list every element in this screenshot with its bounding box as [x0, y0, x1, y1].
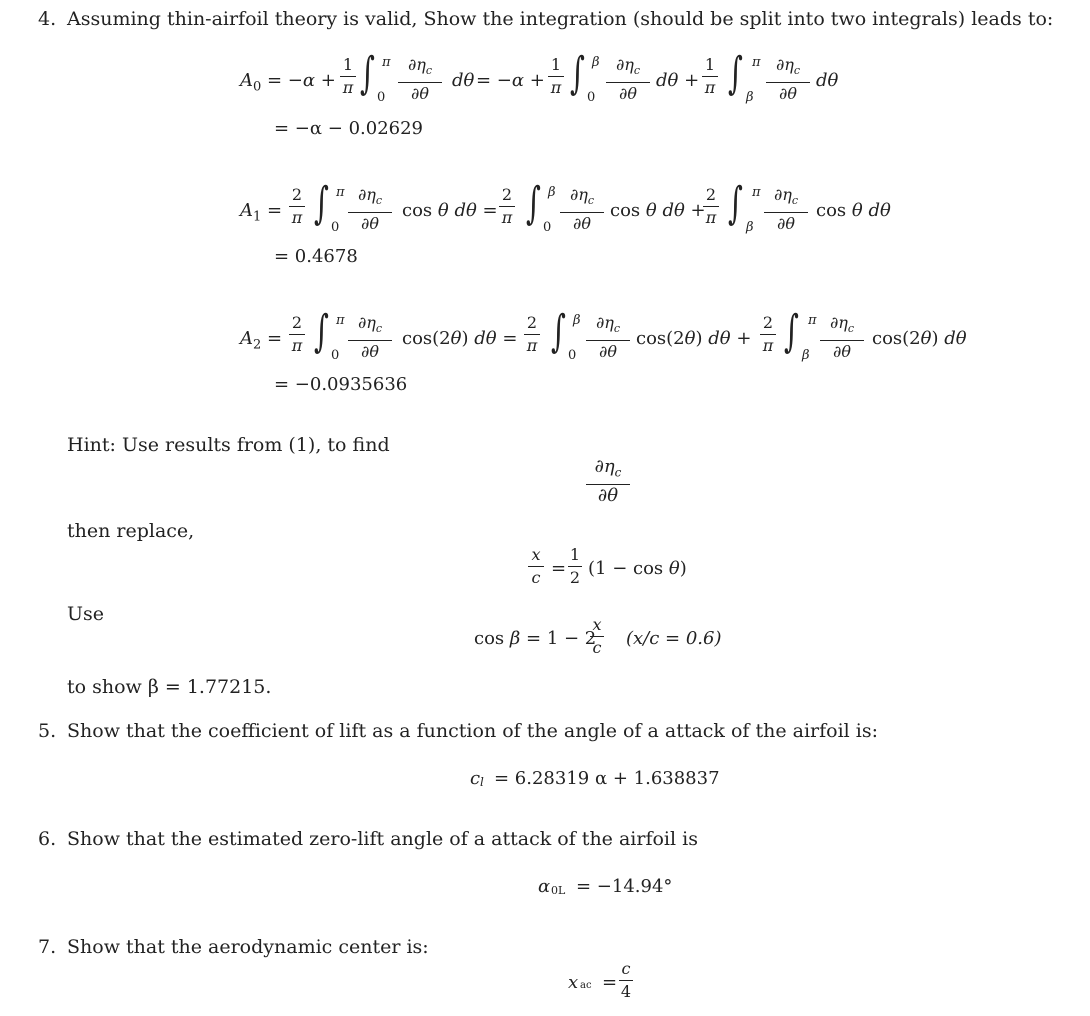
q6-text: Show that the estimated zero-lift angle of a attack of the airfoil is: [67, 828, 698, 850]
a0-result: = −α − 0.02629: [274, 118, 424, 139]
use-text: Use: [67, 603, 105, 625]
q4-text: Assuming thin-airfoil theory is valid, Show the integration (should be split into two integrals) leads to:: [67, 8, 1054, 30]
hint-text: Hint: Use results from (1), to find: [67, 434, 390, 456]
a1-result: = 0.4678: [274, 246, 358, 267]
q5-text: Show that the coefficient of lift as a function of the angle of a attack of the airfoil is:: [67, 720, 879, 742]
q7-number: 7.: [38, 936, 57, 958]
show-beta-text: to show β = 1.77215.: [67, 676, 272, 698]
deta-dtheta-fraction: $\partial\eta_c$ ∂θ: [586, 458, 630, 505]
q7-text: Show that the aerodynamic center is:: [67, 936, 429, 958]
q6-number: 6.: [38, 828, 57, 850]
q4-number: 4.: [38, 8, 57, 30]
a2-result: = −0.0935636: [274, 374, 408, 395]
q5-number: 5.: [38, 720, 57, 742]
replace-text: then replace,: [67, 520, 195, 542]
